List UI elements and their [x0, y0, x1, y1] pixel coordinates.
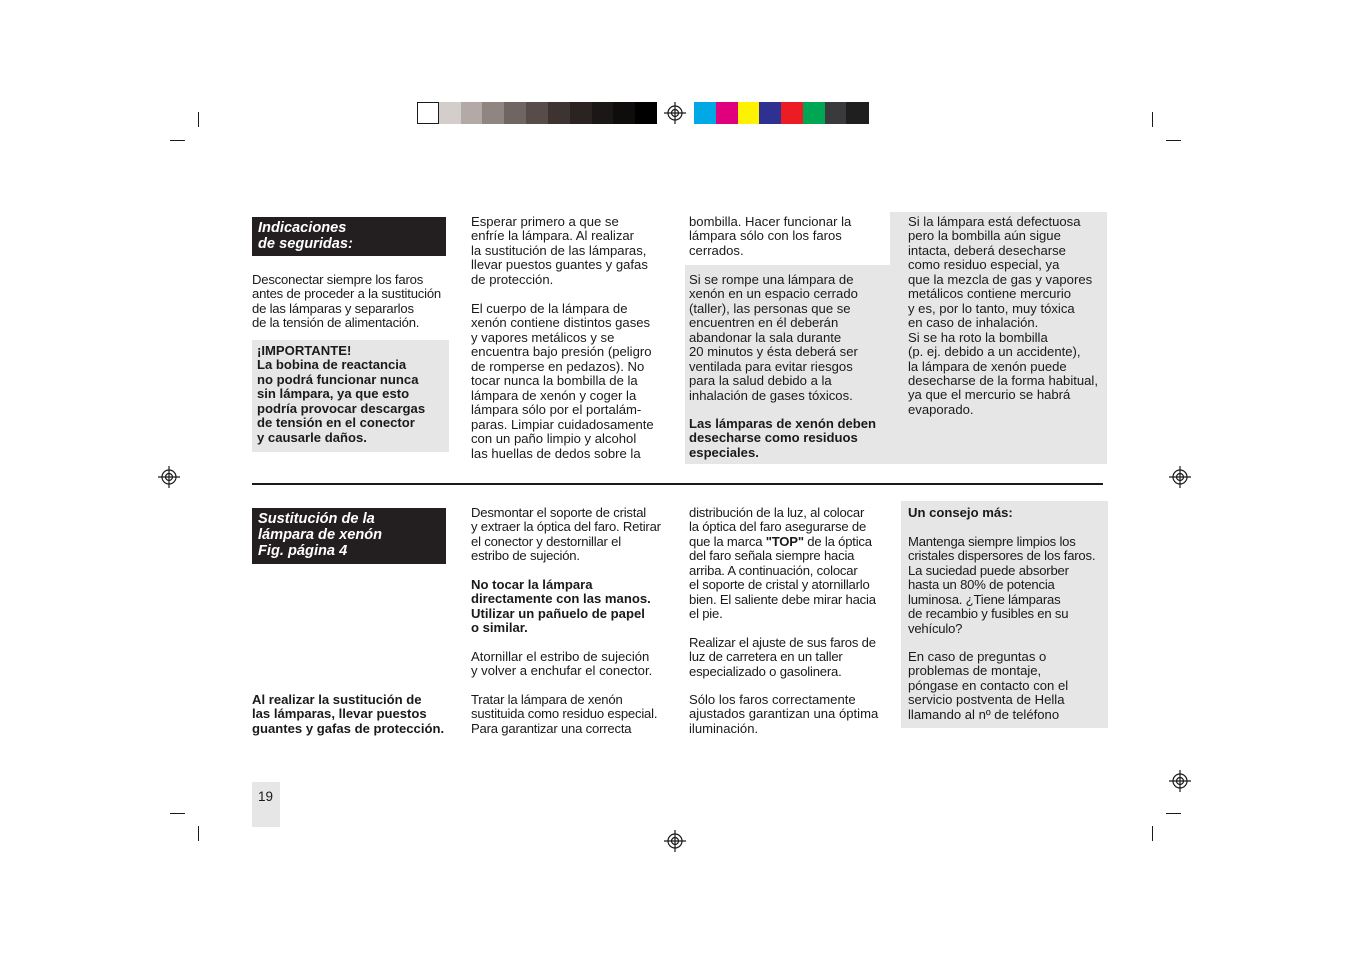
replacement-col3-p1-end: de la óptica del faro señala siempre hacia arriba. A continuación, colocar el soporte de cristal y atornillarlo bien. El saliente debe mirar hacia el pie. [689, 533, 876, 622]
color-bar-colors [694, 102, 868, 124]
registration-mark-icon [664, 102, 686, 124]
section-heading-safety: Indicaciones de seguridas: [252, 217, 446, 256]
replacement-col3-p1 [689, 506, 894, 622]
section-divider [252, 483, 1103, 485]
color-swatch [738, 102, 760, 124]
crop-mark [170, 813, 185, 814]
tip-box [901, 501, 1108, 728]
safety-col3-p1: bombilla. Hacer funcionar la lámpara sólo con los faros cerrados. [689, 214, 852, 258]
crop-mark [198, 112, 199, 127]
important-notice-text: ¡IMPORTANTE! La bobina de reactancia no podrá funcionar nunca sin lámpara, ya que esto podría provocar descargas de tensión en el conector y causarle daños. [257, 343, 426, 445]
tip-text-p2: En caso de preguntas o problemas de montaje, póngase en contacto con el servicio postventa de Hella llamando al nº de teléfono [908, 649, 1069, 722]
grey-swatch [548, 102, 570, 124]
grey-swatch [635, 102, 657, 124]
replacement-col2-p4: Tratar la lámpara de xenón sustituida como residuo especial. Para garantizar una correcta [471, 692, 658, 736]
registration-mark-icon [1169, 466, 1191, 488]
safety-col4-p1: Si la lámpara está defectuosa pero la bombilla aún sigue intacta, deberá desecharse como residuo especial, ya que la mezcla de gas y vapores metálicos contiene mercurio y es, por lo tanto, muy tóxica en caso de inhalación. Si se ha roto la bombilla (p. ej. debido a un accidente), la lámpara de xenón puede desecharse de la forma habitual, ya que el mercurio se habrá evaporado. [908, 214, 1098, 417]
color-swatch [781, 102, 803, 124]
grey-swatch [482, 102, 504, 124]
grey-swatch [417, 102, 439, 124]
grey-swatch [504, 102, 526, 124]
replacement-col3-p1-start: distribución de la luz, al colocar la óptica del faro asegurarse de que la marca [689, 505, 867, 549]
replacement-col2-p2: No tocar la lámpara directamente con las manos. Utilizar un pañuelo de papel o similar. [471, 577, 651, 636]
tip-title: Un consejo más: [908, 505, 1013, 520]
tip-text-p1: Mantenga siempre limpios los cristales dispersores de los faros. La suciedad puede absorber hasta un 80% de potencia luminosa. ¿Tiene lámparas de recambio y fusibles en su vehículo? [908, 534, 1096, 636]
section-heading-replacement: Sustitución de la lámpara de xenón Fig. página 4 [252, 508, 446, 564]
safety-intro-text: Desconectar siempre los faros antes de proceder a la sustitución de las lámparas y separarlos de la tensión de alimentación. [252, 272, 441, 331]
safety-col3-p3: Las lámparas de xenón deben desecharse como residuos especiales. [689, 416, 877, 460]
crop-mark [1152, 112, 1153, 127]
grey-swatch [613, 102, 635, 124]
grey-swatch [526, 102, 548, 124]
grey-swatch [570, 102, 592, 124]
crop-mark [170, 140, 185, 141]
grey-swatch [461, 102, 483, 124]
color-swatch [846, 102, 868, 124]
safety-col2-p1: Esperar primero a que se enfríe la lámpara. Al realizar la sustitución de las lámparas, llevar puestos guantes y gafas de protección. [471, 214, 648, 287]
color-swatch [716, 102, 738, 124]
color-bar-greys [417, 102, 657, 124]
registration-mark-icon [664, 830, 686, 852]
registration-mark-icon [1169, 770, 1191, 792]
grey-swatch [439, 102, 461, 124]
important-notice-box [252, 340, 449, 452]
page-number-tab [252, 782, 280, 827]
replacement-col3-p3: Sólo los faros correctamente ajustados garantizan una óptima iluminación. [689, 692, 879, 736]
top-mark-label: "TOP" [765, 533, 804, 549]
color-swatch [803, 102, 825, 124]
safety-col3-p2: Si se rompe una lámpara de xenón en un espacio cerrado (taller), las personas que se encuentren en él deberán abandonar la sala durante 20 minutos y ésta deberá ser ventilada para evitar riesgos para la salud debido a la inhalación de gases tóxicos. [689, 272, 858, 403]
page-number: 19 [258, 789, 274, 804]
color-swatch [759, 102, 781, 124]
crop-mark [198, 826, 199, 841]
color-swatch [825, 102, 847, 124]
crop-mark [1166, 813, 1181, 814]
replacement-protection-note: Al realizar la sustitución de las lámparas, llevar puestos guantes y gafas de protección. [252, 692, 445, 736]
replacement-col3-p2: Realizar el ajuste de sus faros de luz de carretera en un taller especializado o gasolinera. [689, 635, 876, 679]
color-swatch [694, 102, 716, 124]
grey-swatch [592, 102, 614, 124]
safety-col2-p2: El cuerpo de la lámpara de xenón contiene distintos gases y vapores metálicos y se encuentra bajo presión (peligro de romperse en pedazos). No tocar nunca la bombilla de la lámpara de xenón y coger la lámpara sólo por el portalám- paras. Limpiar cuidadosamente con un paño limpio y alcohol las huellas de dedos sobre la [471, 301, 654, 461]
crop-mark [1166, 140, 1181, 141]
replacement-col2-p1: Desmontar el soporte de cristal y extraer la óptica del faro. Retirar el conector y destornillar el estribo de sujeción. [471, 505, 661, 564]
registration-mark-icon [158, 466, 180, 488]
crop-mark [1152, 826, 1153, 841]
replacement-col2-p3: Atornillar el estribo de sujeción y volver a enchufar el conector. [471, 649, 653, 679]
